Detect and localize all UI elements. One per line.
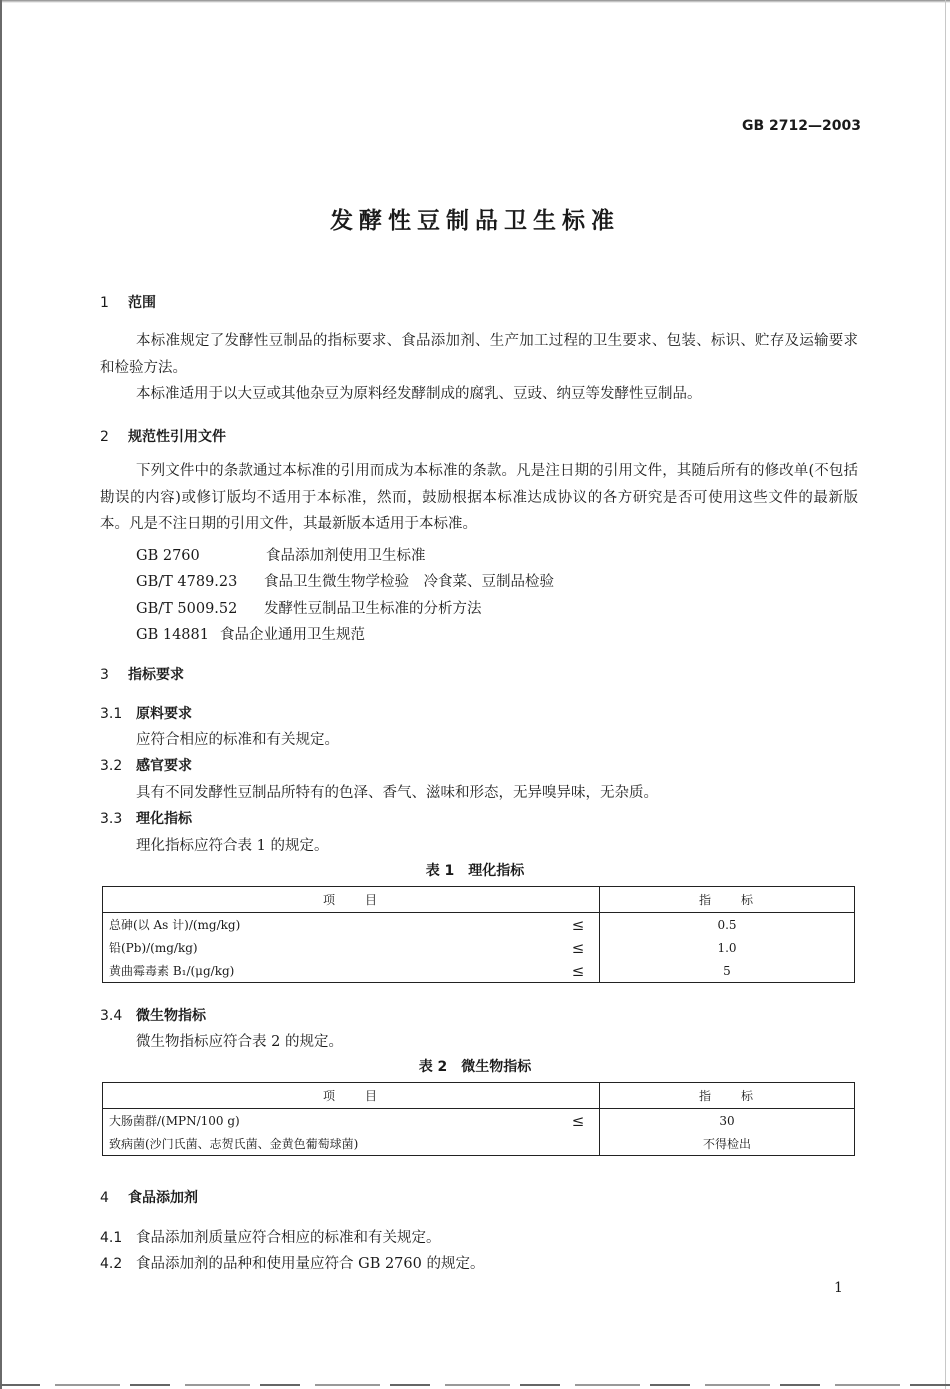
document-title: 发酵性豆制品卫生标准	[330, 208, 620, 234]
column-header-value: 指 标	[600, 1083, 855, 1109]
table-1-caption: 表 1 理化指标	[425, 863, 525, 879]
row-item: 铅(Pb)/(mg/kg)	[109, 941, 198, 955]
section-number: 4	[100, 1190, 109, 1206]
subsection-number: 4.2	[100, 1256, 123, 1272]
row-item: 黄曲霉毒素 B₁/(μg/kg)	[109, 964, 235, 978]
row-operator	[557, 1132, 600, 1156]
table-2-caption: 表 2 微生物指标	[418, 1059, 532, 1075]
row-operator: ≤	[557, 913, 600, 937]
scan-edge-top	[0, 0, 950, 3]
section-title: 规范性引用文件	[128, 429, 226, 445]
section-1-heading	[100, 292, 156, 312]
reference-title: 食品企业通用卫生规范	[220, 627, 365, 643]
table-header-row	[103, 887, 855, 913]
subsection-number: 3.3	[100, 811, 123, 827]
reference-code: GB/T 5009.52	[136, 601, 238, 617]
table-row	[103, 913, 855, 937]
subsection-title: 原料要求	[136, 706, 192, 722]
reference-item	[136, 544, 426, 565]
reference-item	[136, 623, 365, 644]
table-header-row	[103, 1083, 855, 1109]
subsection-3-1-heading	[100, 703, 192, 723]
subsection-3-4-text: 微生物指标应符合表 2 的规定。	[136, 1034, 343, 1050]
row-value: 1.0	[717, 940, 737, 955]
table-2	[102, 1082, 855, 1156]
subsection-number: 3.2	[100, 758, 123, 774]
section-2-paragraph: 下列文件中的条款通过本标准的引用而成为本标准的条款。凡是注日期的引用文件，其随后所有的修改单(不包括勘误的内容)或修订版均不适用于本标准，然而，鼓励根据本标准达成协议的各方研究是否可使用这些文件的最新版本。凡是不注日期的引用文件，其最新版本适用于本标准。	[100, 463, 858, 532]
subsection-3-3-heading	[100, 808, 192, 828]
table-row	[103, 1132, 855, 1156]
subsection-number: 3.4	[100, 1008, 123, 1024]
row-value: 不得检出	[702, 1137, 751, 1151]
reference-code: GB 14881	[136, 627, 209, 643]
page-number: 1	[834, 1280, 843, 1296]
subsection-4-2	[100, 1252, 484, 1273]
section-number: 2	[100, 429, 109, 445]
subsection-3-4-heading	[100, 1005, 206, 1025]
subsection-title: 微生物指标	[136, 1008, 206, 1024]
row-item: 总砷(以 As 计)/(mg/kg)	[109, 918, 241, 932]
reference-code: GB 2760	[136, 548, 200, 564]
subsection-number: 4.1	[100, 1230, 123, 1246]
reference-item	[136, 597, 482, 618]
subsection-3-2-heading	[100, 755, 192, 775]
reference-item	[136, 570, 554, 591]
row-value: 0.5	[717, 917, 737, 932]
section-4-heading	[100, 1187, 198, 1207]
section-number: 1	[100, 295, 109, 311]
subsection-text: 食品添加剂的品种和使用量应符合 GB 2760 的规定。	[136, 1256, 485, 1272]
subsection-3-2-text: 具有不同发酵性豆制品所特有的色泽、香气、滋味和形态，无异嗅异味，无杂质。	[136, 785, 658, 801]
reference-title: 食品卫生微生物学检验 冷食菜、豆制品检验	[264, 574, 554, 590]
column-header-value: 指 标	[600, 887, 855, 913]
subsection-number: 3.1	[100, 706, 123, 722]
reference-code: GB/T 4789.23	[136, 574, 238, 590]
section-2-heading	[100, 426, 226, 446]
table-row	[103, 959, 855, 983]
column-header-item: 项 目	[103, 887, 600, 913]
subsection-3-1-text: 应符合相应的标准和有关规定。	[136, 732, 339, 748]
section-1-paragraph-2: 本标准适用于以大豆或其他杂豆为原料经发酵制成的腐乳、豆豉、纳豆等发酵性豆制品。	[136, 386, 702, 402]
table-1	[102, 886, 855, 983]
reference-title: 发酵性豆制品卫生标准的分析方法	[264, 601, 482, 617]
table-row	[103, 1109, 855, 1133]
row-item: 大肠菌群/(MPN/100 g)	[109, 1114, 240, 1128]
standard-code: GB 2712—2003	[742, 118, 861, 134]
row-value: 30	[719, 1113, 735, 1128]
subsection-3-3-text: 理化指标应符合表 1 的规定。	[136, 838, 329, 854]
section-title: 指标要求	[128, 667, 184, 683]
subsection-4-1	[100, 1226, 441, 1247]
section-3-heading	[100, 664, 184, 684]
row-value: 5	[723, 963, 731, 978]
subsection-text: 食品添加剂质量应符合相应的标准和有关规定。	[136, 1230, 441, 1246]
row-item: 致病菌(沙门氏菌、志贺氏菌、金黄色葡萄球菌)	[109, 1137, 359, 1151]
subsection-title: 感官要求	[136, 758, 192, 774]
table-row	[103, 936, 855, 959]
section-number: 3	[100, 667, 109, 683]
scan-edge-bottom	[0, 1384, 950, 1386]
section-title: 范围	[128, 295, 156, 311]
section-title: 食品添加剂	[128, 1190, 198, 1206]
row-operator: ≤	[557, 959, 600, 983]
row-operator: ≤	[557, 936, 600, 959]
column-header-item: 项 目	[103, 1083, 600, 1109]
subsection-title: 理化指标	[136, 811, 192, 827]
row-operator: ≤	[557, 1109, 600, 1133]
section-1-paragraph-1: 本标准规定了发酵性豆制品的指标要求、食品添加剂、生产加工过程的卫生要求、包装、标识、贮存及运输要求和检验方法。	[100, 333, 858, 376]
reference-title: 食品添加剂使用卫生标准	[266, 548, 426, 564]
